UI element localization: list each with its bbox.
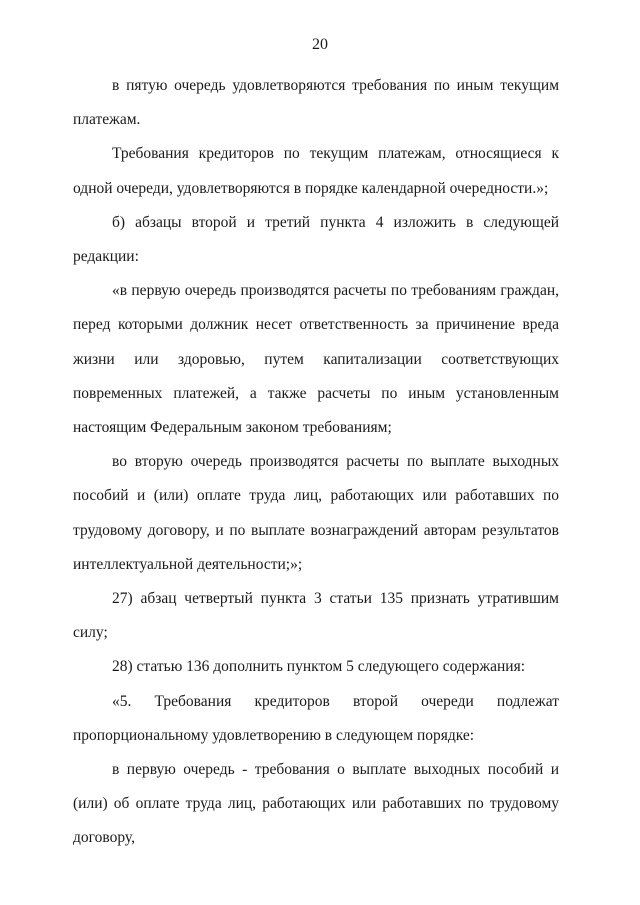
- paragraph-4: «в первую очередь производятся расчеты по требованиям граждан, перед которыми должник несет ответственность за причинение вреда жизни или здоровью, путем капитализации соответствующих повременных платежей, а также расчеты по иным установленным настоящим Федеральным законом требованиям;: [73, 282, 559, 437]
- paragraph-2: Требования кредиторов по текущим платежам, относящиеся к одной очереди, удовлетворяются в порядке календарной очередности.»;: [73, 145, 559, 197]
- paragraph-6: 27) абзац четвертый пункта 3 статьи 135 признать утратившим силу;: [73, 590, 559, 642]
- page-number: 20: [312, 36, 328, 53]
- paragraph-7: 28) статью 136 дополнить пунктом 5 следующего содержания:: [112, 658, 526, 676]
- paragraph-5: во вторую очередь производятся расчеты по выплате выходных пособий и (или) оплате труда лиц, работающих или работавших по трудовому договору, и по выплате вознаграждений авторам результатов интеллектуальной деятельности;»;: [73, 453, 559, 573]
- paragraph-9: в первую очередь - требования о выплате выходных пособий и (или) об оплате труда лиц, работающих или работавших по трудовому договору,: [73, 761, 559, 847]
- paragraph-3: б) абзацы второй и третий пункта 4 изложить в следующей редакции:: [73, 213, 559, 266]
- paragraph-8: «5. Требования кредиторов второй очереди подлежат пропорциональному удовлетворению в следующем порядке:: [73, 692, 559, 744]
- paragraph-1: в пятую очередь удовлетворяются требования по иным текущим платежам.: [73, 77, 559, 129]
- document-body: [73, 69, 559, 856]
